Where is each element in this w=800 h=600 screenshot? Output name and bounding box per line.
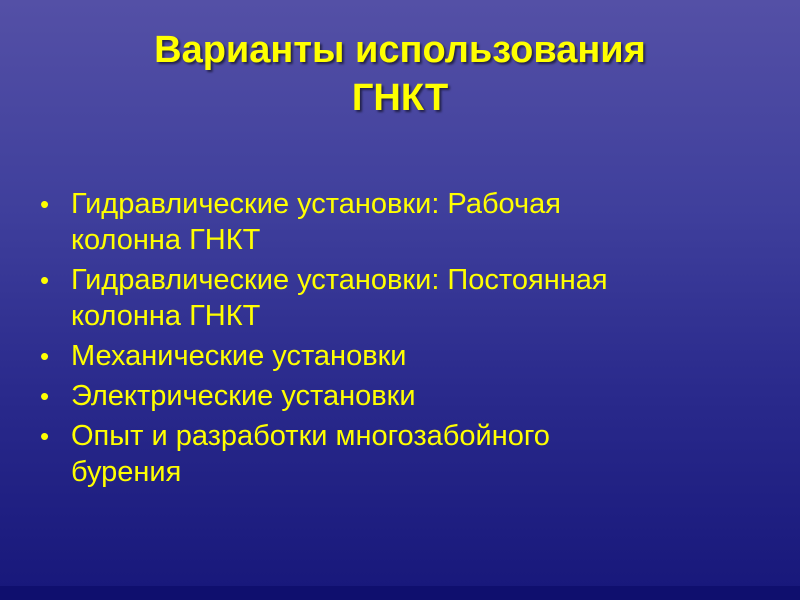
bullet-dot-icon: • xyxy=(40,265,50,295)
bullet-list xyxy=(40,186,760,494)
bullet-text-2-line-2: колонна ГНКТ xyxy=(71,300,261,332)
bullet-dot-icon: • xyxy=(40,189,50,219)
slide-title-line-1: Варианты использования xyxy=(154,29,646,71)
bullet-text-2-line-1: Гидравлические установки: Постоянная xyxy=(71,264,608,296)
bullet-dot-icon: • xyxy=(40,421,50,451)
bullet-item-5 xyxy=(40,418,760,490)
bullet-item-2 xyxy=(40,262,760,334)
bullet-dot-icon: • xyxy=(40,341,50,371)
slide-title-line-2: ГНКТ xyxy=(351,77,449,119)
bullet-text-5-line-2: бурения xyxy=(71,456,182,488)
bottom-strip xyxy=(0,586,800,600)
bullet-text-3: Механические установки xyxy=(71,340,407,372)
bullet-item-1 xyxy=(40,186,760,258)
bullet-dot-icon: • xyxy=(40,381,50,411)
bullet-item-4 xyxy=(40,378,760,414)
bullet-text-1-line-2: колонна ГНКТ xyxy=(71,224,261,256)
bullet-text-5-line-1: Опыт и разработки многозабойного xyxy=(71,420,550,452)
bullet-item-3 xyxy=(40,338,760,374)
slide-title xyxy=(0,26,800,122)
bullet-text-1-line-1: Гидравлические установки: Рабочая xyxy=(71,188,561,220)
bullet-text-4: Электрические установки xyxy=(71,380,416,412)
